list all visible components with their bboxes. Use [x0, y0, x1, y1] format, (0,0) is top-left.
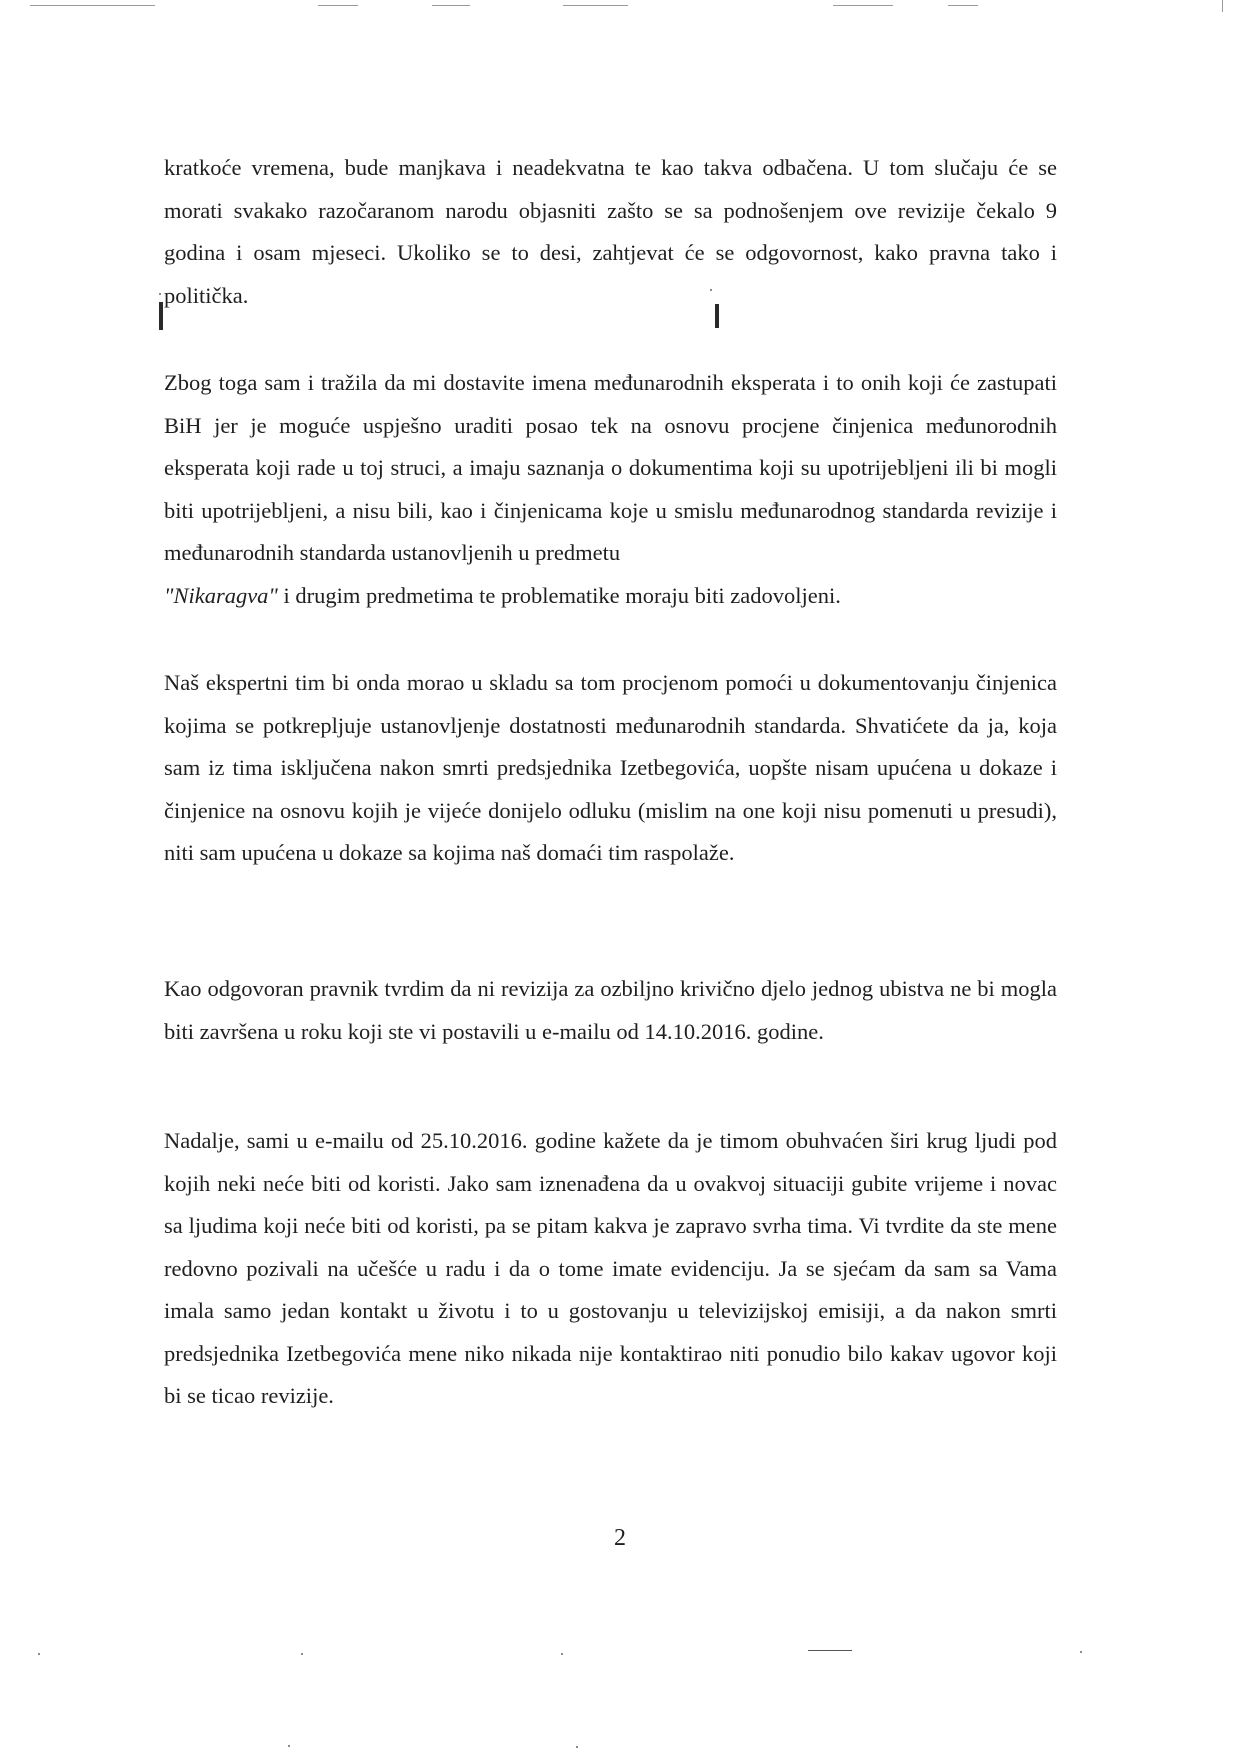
scan-mark	[159, 293, 161, 295]
scan-artifact	[808, 1650, 852, 1651]
scan-artifact	[318, 5, 358, 6]
paragraph-4: Kao odgovoran pravnik tvrdim da ni revizija za ozbiljno krivično djelo jednog ubistva ne bi mogla biti završena u roku koji ste vi postavili u e-mailu od 14.10.2016. godine.	[164, 976, 1057, 1044]
scan-artifact	[576, 1746, 578, 1748]
scan-artifact	[563, 5, 628, 6]
scan-mark	[715, 304, 719, 328]
paragraph-2-tail: i drugim predmetima te problematike moraju biti zadovoljeni.	[277, 582, 841, 608]
scan-artifact	[948, 5, 978, 6]
paragraph-2	[164, 362, 1057, 617]
scan-artifact	[833, 5, 893, 6]
paragraph-2-body: Zbog toga sam i tražila da mi dostavite imena međunarodnih eksperata i to onih koji će zastupati BiH jer je moguće uspješno uraditi posao tek na osnovu procjene činjenica međunorodnih eksperata koji rade u toj struci, a imaju saznanja o dokumentima koji su upotrijebljeni ili bi mogli biti upotrijebljeni, a nisu bili, kao i činjenicama koje u smislu međunarodnog standarda revizije i međunarodnih standarda ustanovljenih u predmetu	[164, 370, 1057, 565]
scan-artifact	[432, 5, 470, 6]
paragraph-2-last-line	[164, 583, 841, 608]
scan-artifact	[1222, 0, 1223, 12]
scan-mark	[159, 302, 163, 330]
paragraph-3: Naš ekspertni tim bi onda morao u skladu sa tom procjenom pomoći u dokumentovanju činjenica kojima se potkrepljuje ustanovljenje dostatnosti međunarodnih standarda. Shvatićete da ja, koja sam iz tima isključena nakon smrti predsjednika Izetbegovića, uopšte nisam upućena u dokaze i činjenice na osnovu kojih je vijeće donijelo odluku (mislim na one koji nisu pomenuti u presudi), niti sam upućena u dokaze sa kojima naš domaći tim raspolaže.	[164, 670, 1057, 865]
paragraph-1: kratkoće vremena, bude manjkava i neadekvatna te kao takva odbačena. U tom slučaju će se morati svakako razočaranom narodu objasniti zašto se sa podnošenjem ove revizije čekalo 9 godina i osam mjeseci. Ukoliko se to desi, zahtjevat će se odgovornost, kako pravna tako i politička.	[164, 155, 1057, 308]
scan-mark	[710, 289, 712, 291]
scan-artifact	[288, 1745, 290, 1747]
scan-artifact	[30, 5, 155, 6]
scan-artifact	[561, 1653, 563, 1655]
paragraph-5: Nadalje, sami u e-mailu od 25.10.2016. godine kažete da je timom obuhvaćen širi krug ljudi pod kojih neki neće biti od koristi. Jako sam iznenađena da u ovakvoj situaciji gubite vrijeme i novac sa ljudima koji neće biti od koristi, pa se pitam kakva je zapravo svrha tima. Vi tvrdite da ste mene redovno pozivali na učešće u radu i da o tome imate evidenciju. Ja se sjećam da sam sa Vama imala samo jedan kontakt u životu i to u gostovanju u televizijskoj emisiji, a da nakon smrti predsjednika Izetbegovića mene niko nikada nije kontaktirao niti ponudio bilo kakav ugovor koji bi se ticao revizije.	[164, 1128, 1057, 1408]
scan-artifact	[38, 1653, 40, 1655]
scan-artifact	[1080, 1651, 1082, 1653]
page-number: 2	[614, 1525, 626, 1551]
scan-artifact	[301, 1653, 303, 1655]
case-name-italic: "Nikaragva"	[164, 582, 278, 608]
